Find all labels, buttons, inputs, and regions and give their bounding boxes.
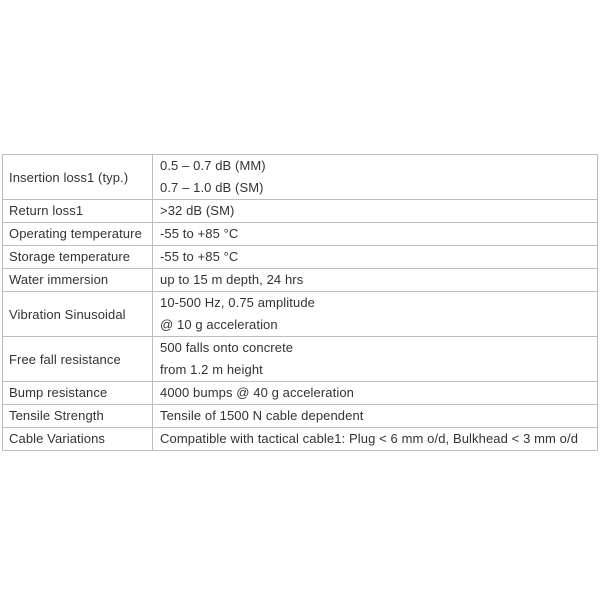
row-label-water-immersion: Water immersion bbox=[3, 269, 153, 292]
row-value-storage-temperature: -55 to +85 °C bbox=[153, 246, 598, 269]
table-row bbox=[3, 337, 598, 382]
table-row bbox=[3, 246, 598, 269]
row-label-free-fall-resistance: Free fall resistance bbox=[3, 337, 153, 382]
row-value-water-immersion: up to 15 m depth, 24 hrs bbox=[153, 269, 598, 292]
value-line: 500 falls onto concrete bbox=[160, 340, 294, 355]
row-value-cable-variations: Compatible with tactical cable1: Plug < 6 mm o/d, Bulkhead < 3 mm o/d bbox=[153, 428, 598, 451]
row-value-operating-temperature: -55 to +85 °C bbox=[153, 223, 598, 246]
table-row bbox=[3, 292, 598, 337]
row-label-insertion-loss: Insertion loss1 (typ.) bbox=[3, 155, 153, 200]
table-row bbox=[3, 155, 598, 200]
row-value-bump-resistance: 4000 bumps @ 40 g acceleration bbox=[153, 382, 598, 405]
table-row bbox=[3, 223, 598, 246]
table-row bbox=[3, 405, 598, 428]
row-label-vibration-sinusoidal: Vibration Sinusoidal bbox=[3, 292, 153, 337]
value-line: 0.5 – 0.7 dB (MM) bbox=[160, 158, 266, 173]
row-value-return-loss: >32 dB (SM) bbox=[153, 200, 598, 223]
row-label-storage-temperature: Storage temperature bbox=[3, 246, 153, 269]
table-row bbox=[3, 428, 598, 451]
value-line: 10-500 Hz, 0.75 amplitude bbox=[160, 295, 315, 310]
row-label-cable-variations: Cable Variations bbox=[3, 428, 153, 451]
row-label-return-loss: Return loss1 bbox=[3, 200, 153, 223]
table-row bbox=[3, 200, 598, 223]
value-line: 0.7 – 1.0 dB (SM) bbox=[160, 180, 264, 195]
row-value-free-fall-resistance bbox=[153, 337, 598, 382]
table-row bbox=[3, 269, 598, 292]
table-row bbox=[3, 382, 598, 405]
row-value-vibration-sinusoidal bbox=[153, 292, 598, 337]
spec-table bbox=[2, 154, 598, 451]
row-label-tensile-strength: Tensile Strength bbox=[3, 405, 153, 428]
value-line: @ 10 g acceleration bbox=[160, 317, 278, 332]
row-value-tensile-strength: Tensile of 1500 N cable dependent bbox=[153, 405, 598, 428]
value-line: from 1.2 m height bbox=[160, 362, 263, 377]
row-value-insertion-loss bbox=[153, 155, 598, 200]
row-label-operating-temperature: Operating temperature bbox=[3, 223, 153, 246]
row-label-bump-resistance: Bump resistance bbox=[3, 382, 153, 405]
